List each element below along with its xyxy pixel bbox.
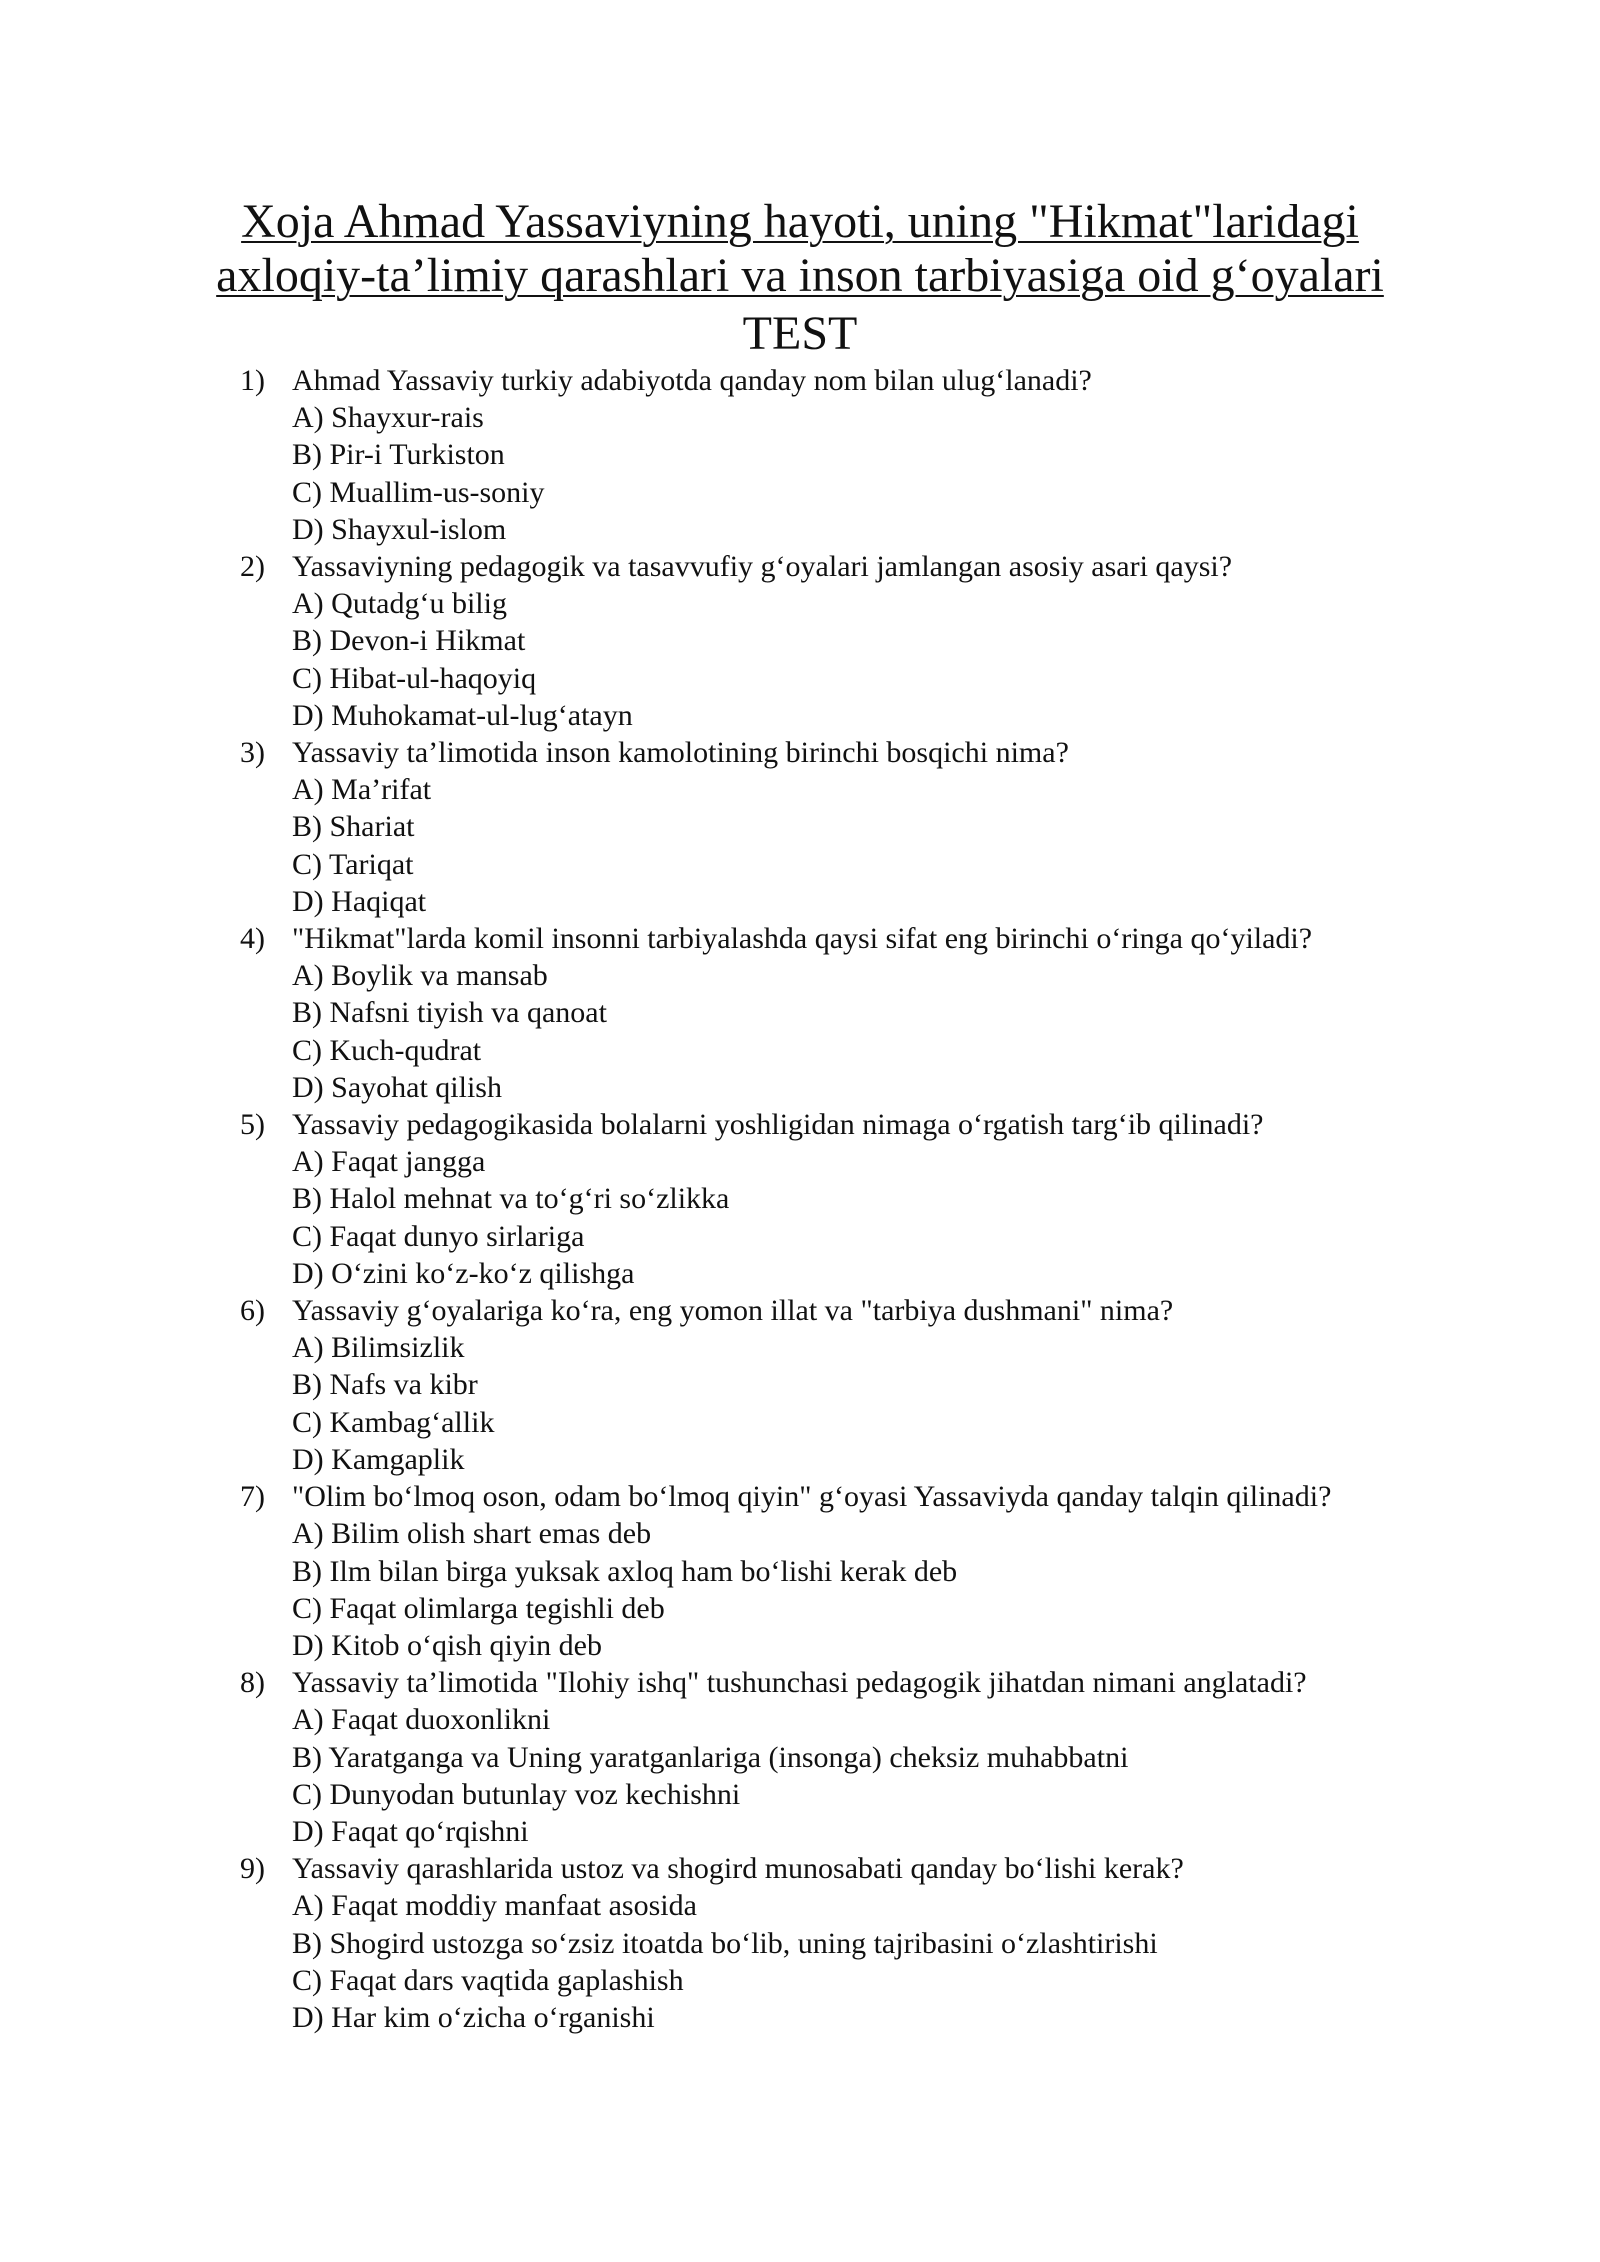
answer-option: A) Faqat jangga	[292, 1145, 486, 1179]
question-number: 4)	[240, 922, 265, 956]
answer-options	[292, 1143, 1420, 1292]
answer-option: A) Qutadg‘u bilig	[292, 587, 507, 621]
answer-option: D) Muhokamat-ul-lug‘atayn	[292, 698, 633, 732]
answer-option: B) Yaratganga va Uning yaratganlariga (insonga) cheksiz muhabbatni	[292, 1740, 1129, 1774]
answer-options	[292, 399, 1420, 548]
question-number: 8)	[240, 1666, 265, 1700]
question-item	[240, 734, 1420, 920]
answer-option: D) Shayxul-islom	[292, 512, 507, 546]
question-number: 6)	[240, 1294, 265, 1328]
answer-option: B) Shariat	[292, 810, 415, 844]
answer-options	[292, 1329, 1420, 1478]
question-item	[240, 1106, 1420, 1292]
answer-option: D) Har kim o‘zicha o‘rganishi	[292, 2000, 655, 2034]
answer-option: B) Shogird ustozga so‘zsiz itoatda bo‘lib, uning tajribasini o‘zlashtirishi	[292, 1926, 1158, 1960]
answer-option: C) Tariqat	[292, 847, 414, 881]
question-item	[240, 548, 1420, 734]
answer-options	[292, 771, 1420, 920]
answer-options	[292, 1701, 1420, 1850]
answer-options	[292, 1887, 1420, 2036]
question-item	[240, 1478, 1420, 1664]
test-label: TEST	[742, 307, 858, 360]
question-text: Yassaviy g‘oyalariga ko‘ra, eng yomon illat va "tarbiya dushmani" nima?	[292, 1294, 1174, 1328]
answer-option: D) O‘zini ko‘z-ko‘z qilishga	[292, 1256, 635, 1290]
answer-option: C) Kambag‘allik	[292, 1405, 495, 1439]
title-block	[150, 195, 1450, 361]
answer-option: A) Faqat duoxonlikni	[292, 1703, 551, 1737]
question-number: 3)	[240, 736, 265, 770]
question-text: Yassaviy pedagogikasida bolalarni yoshligidan nimaga o‘rgatish targ‘ib qilinadi?	[292, 1108, 1264, 1142]
answer-option: B) Devon-i Hikmat	[292, 624, 526, 658]
answer-options	[292, 957, 1420, 1106]
answer-option: A) Ma’rifat	[292, 773, 432, 807]
question-number: 2)	[240, 550, 265, 584]
answer-option: C) Faqat dunyo sirlariga	[292, 1219, 585, 1253]
answer-option: B) Nafsni tiyish va qanoat	[292, 996, 607, 1030]
question-number: 9)	[240, 1852, 265, 1886]
question-item	[240, 1664, 1420, 1850]
question-item	[240, 1292, 1420, 1478]
answer-option: B) Halol mehnat va to‘g‘ri so‘zlikka	[292, 1182, 730, 1216]
answer-option: A) Faqat moddiy manfaat asosida	[292, 1889, 697, 1923]
answer-option: D) Sayohat qilish	[292, 1070, 502, 1104]
question-item	[240, 1850, 1420, 2036]
answer-option: C) Hibat-ul-haqoyiq	[292, 661, 537, 695]
answer-option: C) Faqat olimlarga tegishli deb	[292, 1591, 665, 1625]
question-number: 1)	[240, 364, 265, 397]
answer-option: B) Ilm bilan birga yuksak axloq ham bo‘lishi kerak deb	[292, 1554, 958, 1588]
document-title-line-1: Xoja Ahmad Yassaviyning hayoti, uning "Hikmat"laridagi	[241, 195, 1359, 248]
question-number: 5)	[240, 1108, 265, 1142]
answer-option: A) Bilimsizlik	[292, 1331, 465, 1365]
answer-option: A) Boylik va mansab	[292, 959, 548, 993]
question-text: "Hikmat"larda komil insonni tarbiyalashda qaysi sifat eng birinchi o‘ringa qo‘yiladi?	[292, 922, 1313, 956]
question-text: Yassaviyning pedagogik va tasavvufiy g‘oyalari jamlangan asosiy asari qaysi?	[292, 550, 1233, 584]
answer-option: B) Pir-i Turkiston	[292, 438, 505, 472]
answer-option: C) Dunyodan butunlay voz kechishni	[292, 1777, 741, 1811]
answer-option: A) Bilim olish shart emas deb	[292, 1517, 652, 1551]
answer-options	[292, 585, 1420, 734]
answer-option: D) Kitob o‘qish qiyin deb	[292, 1628, 602, 1662]
answer-option: D) Kamgaplik	[292, 1442, 465, 1476]
answer-option: C) Muallim-us-soniy	[292, 475, 545, 509]
question-number: 7)	[240, 1480, 265, 1514]
question-text: "Olim bo‘lmoq oson, odam bo‘lmoq qiyin" g‘oyasi Yassaviyda qanday talqin qilinadi?	[292, 1480, 1332, 1514]
question-item	[240, 920, 1420, 1106]
answer-option: C) Kuch-qudrat	[292, 1033, 482, 1067]
question-text: Ahmad Yassaviy turkiy adabiyotda qanday nom bilan ulug‘lanadi?	[292, 364, 1092, 397]
question-text: Yassaviy qarashlarida ustoz va shogird munosabati qanday bo‘lishi kerak?	[292, 1852, 1184, 1886]
answer-option: A) Shayxur-rais	[292, 401, 484, 435]
question-item	[240, 362, 1420, 548]
answer-option: B) Nafs va kibr	[292, 1368, 478, 1402]
document-title-line-2: axloqiy-ta’limiy qarashlari va inson tarbiyasiga oid g‘oyalari	[216, 249, 1384, 302]
question-text: Yassaviy ta’limotida "Ilohiy ishq" tushunchasi pedagogik jihatdan nimani anglatadi?	[292, 1666, 1307, 1700]
answer-options	[292, 1515, 1420, 1664]
question-text: Yassaviy ta’limotida inson kamolotining birinchi bosqichi nima?	[292, 736, 1069, 770]
question-list	[240, 362, 1420, 2036]
answer-option: C) Faqat dars vaqtida gaplashish	[292, 1963, 684, 1997]
answer-option: D) Haqiqat	[292, 884, 427, 918]
answer-option: D) Faqat qo‘rqishni	[292, 1814, 529, 1848]
